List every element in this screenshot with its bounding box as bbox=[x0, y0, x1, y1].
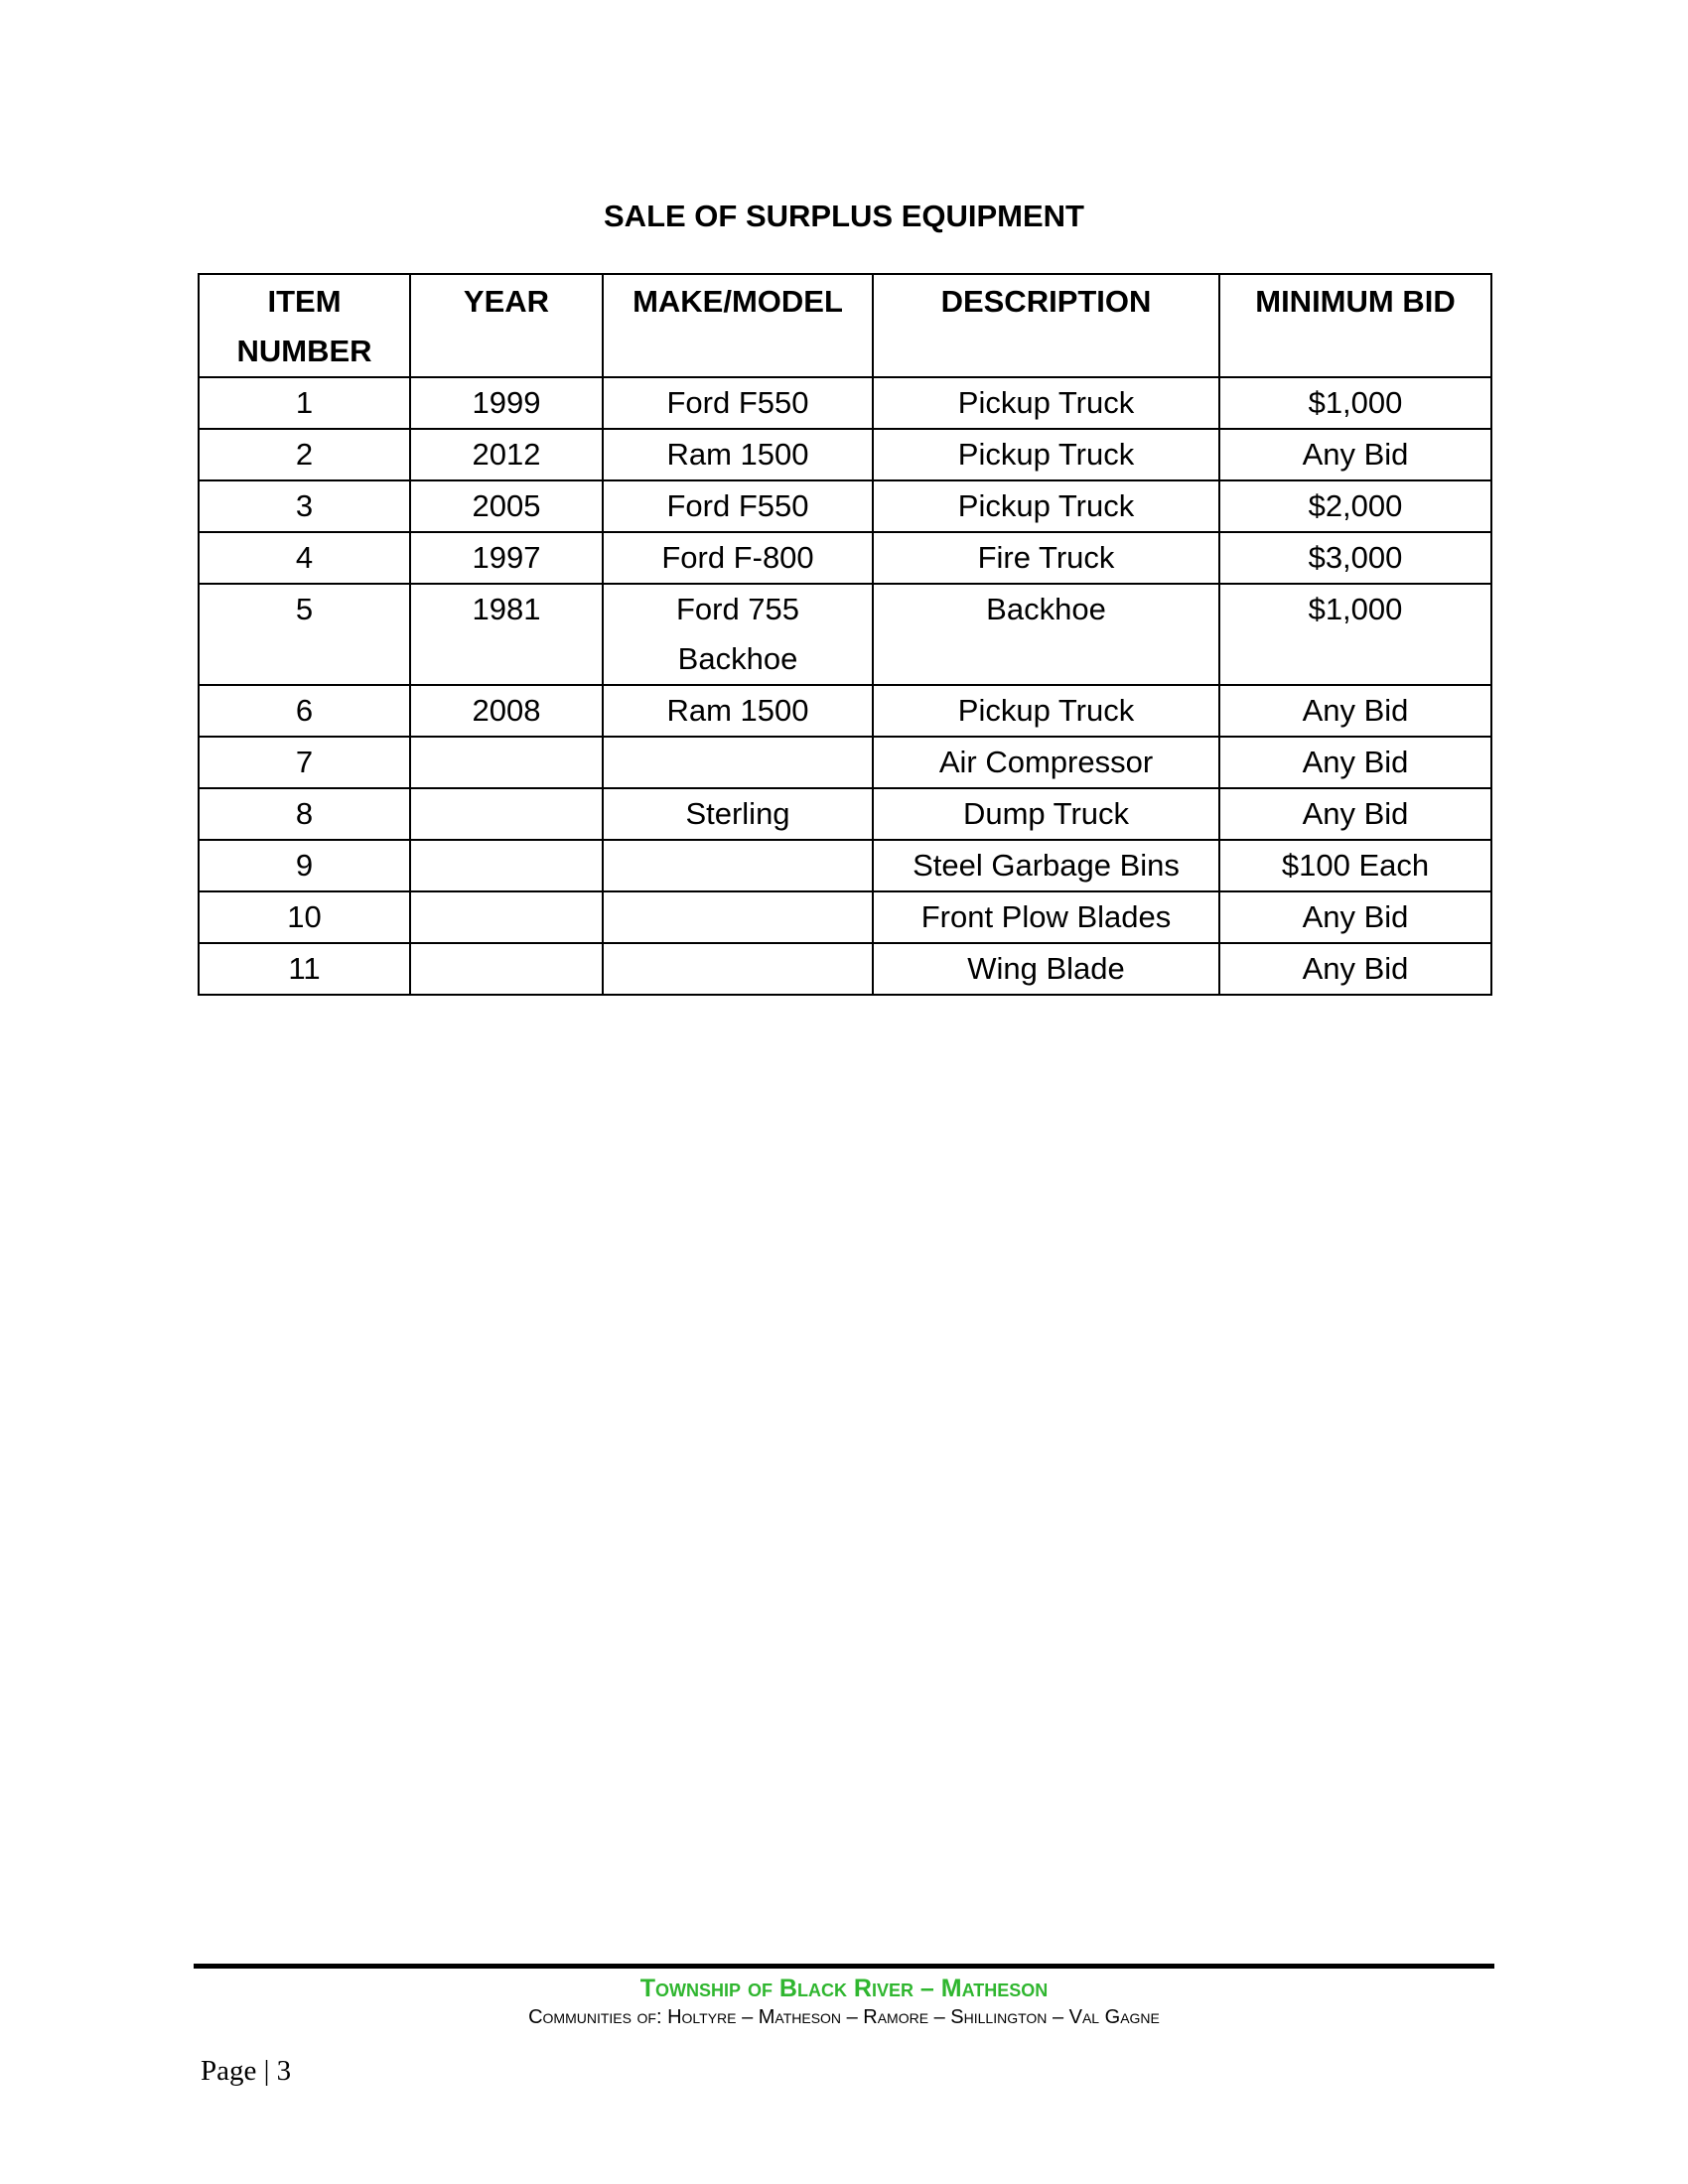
cell-year: 1999 bbox=[410, 377, 603, 429]
cell-item: 3 bbox=[199, 480, 410, 532]
cell-make-model bbox=[603, 584, 873, 685]
header-description: DESCRIPTION bbox=[873, 274, 1219, 377]
cell-make-model: Ford F550 bbox=[603, 377, 873, 429]
cell-minimum-bid: Any Bid bbox=[1219, 891, 1491, 943]
cell-minimum-bid: Any Bid bbox=[1219, 737, 1491, 788]
table-row bbox=[199, 737, 1491, 788]
cell-make-model: Ford F-800 bbox=[603, 532, 873, 584]
cell-make-model bbox=[603, 840, 873, 891]
cell-make-model: Ram 1500 bbox=[603, 685, 873, 737]
header-minimum-bid: MINIMUM BID bbox=[1219, 274, 1491, 377]
cell-item: 8 bbox=[199, 788, 410, 840]
table-row bbox=[199, 532, 1491, 584]
cell-minimum-bid: Any Bid bbox=[1219, 943, 1491, 995]
cell-description: Backhoe bbox=[873, 584, 1219, 685]
cell-description: Wing Blade bbox=[873, 943, 1219, 995]
table-header-row bbox=[199, 274, 1491, 377]
footer-communities: Communities of: Holtyre – Matheson – Ramore – Shillington – Val Gagne bbox=[528, 2006, 1160, 2028]
cell-description: Steel Garbage Bins bbox=[873, 840, 1219, 891]
equipment-table bbox=[198, 273, 1492, 996]
cell-item: 7 bbox=[199, 737, 410, 788]
cell-minimum-bid: $1,000 bbox=[1219, 377, 1491, 429]
header-make-model: MAKE/MODEL bbox=[603, 274, 873, 377]
cell-item: 6 bbox=[199, 685, 410, 737]
table-row bbox=[199, 943, 1491, 995]
document-title: SALE OF SURPLUS EQUIPMENT bbox=[604, 199, 1084, 233]
cell-minimum-bid: $2,000 bbox=[1219, 480, 1491, 532]
cell-year: 1997 bbox=[410, 532, 603, 584]
cell-minimum-bid: Any Bid bbox=[1219, 788, 1491, 840]
cell-item: 10 bbox=[199, 891, 410, 943]
cell-minimum-bid: Any Bid bbox=[1219, 429, 1491, 480]
cell-make-model: Sterling bbox=[603, 788, 873, 840]
cell-year: 2008 bbox=[410, 685, 603, 737]
cell-year: 1981 bbox=[410, 584, 603, 685]
cell-description: Pickup Truck bbox=[873, 377, 1219, 429]
cell-description: Pickup Truck bbox=[873, 685, 1219, 737]
table-row bbox=[199, 480, 1491, 532]
table-row bbox=[199, 429, 1491, 480]
footer-township-name: Township of Black River – Matheson bbox=[639, 1975, 1049, 2002]
cell-description: Fire Truck bbox=[873, 532, 1219, 584]
cell-minimum-bid: $100 Each bbox=[1219, 840, 1491, 891]
cell-make-model bbox=[603, 737, 873, 788]
header-item-line2: NUMBER bbox=[236, 334, 372, 368]
cell-item: 5 bbox=[199, 584, 410, 685]
cell-description: Pickup Truck bbox=[873, 480, 1219, 532]
cell-description: Pickup Truck bbox=[873, 429, 1219, 480]
cell-year bbox=[410, 737, 603, 788]
cell-make-model bbox=[603, 943, 873, 995]
table-row bbox=[199, 584, 1491, 685]
cell-item: 11 bbox=[199, 943, 410, 995]
cell-year: 2012 bbox=[410, 429, 603, 480]
table-row bbox=[199, 685, 1491, 737]
cell-item: 1 bbox=[199, 377, 410, 429]
cell-item: 2 bbox=[199, 429, 410, 480]
cell-minimum-bid: $1,000 bbox=[1219, 584, 1491, 685]
cell-year bbox=[410, 840, 603, 891]
cell-minimum-bid: Any Bid bbox=[1219, 685, 1491, 737]
cell-year bbox=[410, 788, 603, 840]
cell-make-line2: Backhoe bbox=[677, 641, 798, 676]
cell-make-model: Ram 1500 bbox=[603, 429, 873, 480]
header-year: YEAR bbox=[410, 274, 603, 377]
footer-divider bbox=[194, 1964, 1494, 1969]
cell-minimum-bid: $3,000 bbox=[1219, 532, 1491, 584]
cell-year: 2005 bbox=[410, 480, 603, 532]
cell-item: 9 bbox=[199, 840, 410, 891]
page-number: Page | 3 bbox=[201, 2055, 292, 2087]
cell-description: Dump Truck bbox=[873, 788, 1219, 840]
cell-year bbox=[410, 943, 603, 995]
header-item-line1: ITEM bbox=[267, 284, 342, 319]
table-row bbox=[199, 377, 1491, 429]
cell-description: Front Plow Blades bbox=[873, 891, 1219, 943]
table-row bbox=[199, 891, 1491, 943]
cell-make-model bbox=[603, 891, 873, 943]
cell-description: Air Compressor bbox=[873, 737, 1219, 788]
cell-item: 4 bbox=[199, 532, 410, 584]
header-item-number bbox=[199, 274, 410, 377]
cell-make-model: Ford F550 bbox=[603, 480, 873, 532]
cell-year bbox=[410, 891, 603, 943]
table-row bbox=[199, 788, 1491, 840]
table-row bbox=[199, 840, 1491, 891]
cell-make-line1: Ford 755 bbox=[675, 592, 800, 626]
